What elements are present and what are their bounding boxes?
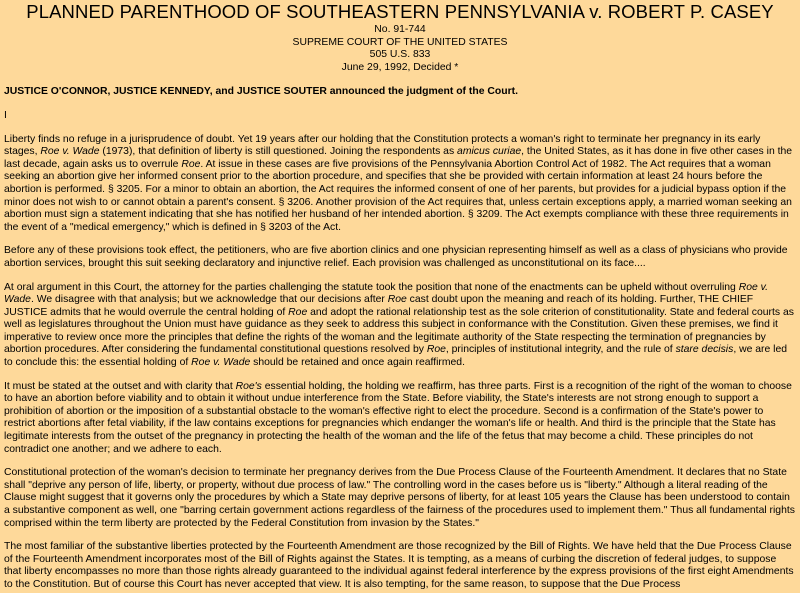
decision-date: June 29, 1992, Decided * [341, 61, 459, 73]
paragraph-6: The most familiar of the substantive liberties protected by the Fourteenth Amendment are those recognized by the Bill of Rights. We have held that the Due Process Clause of the Fourteenth Amendment incorporates most of the Bill of Rights against the States. It is tempting, as a means of curbing the discretion of federal judges, to suppose that liberty encompasses no more than those rights already guaranteed to the individual against federal interference by the express provisions of the first eight Amendments to the Constitution. But of course this Court has never accepted that view. It is also tempting, for the same reason, to suppose that the Due Process [4, 541, 794, 590]
paragraph-5: Constitutional protection of the woman's decision to terminate her pregnancy derives from the Due Process Clause of the Fourteenth Amendment. It declares that no State shall "deprive any person of life, liberty, or property, without due process of law." The controlling word in the cases before us is "liberty." Although a literal reading of the Clause might suggest that it governs only the procedures by which a State may deprive persons of liberty, for at least 105 years the Clause has been understood to contain a substantive component as well, one "barring certain government actions regardless of the fairness of the procedures used to implement them." Thus all fundamental rights comprised within the term liberty are protected by the Federal Constitution from invasion by the States." [4, 467, 795, 529]
court-name: SUPREME COURT OF THE UNITED STATES [292, 36, 508, 48]
case-meta [4, 24, 796, 74]
announcement: JUSTICE O'CONNOR, JUSTICE KENNEDY, and JUSTICE SOUTER announced the judgment of the Court. [4, 86, 518, 98]
paragraph-1: Liberty finds no refuge in a jurisprudence of doubt. Yet 19 years after our holding that the Constitution protects a woman's right to terminate her pregnancy in its early stages, Roe v. Wade (1973), that definition of liberty is still questioned. Joining the respondents as amicus curiae, the United States, as it has done in five other cases in the last decade, again asks us to overrule Roe. At issue in these cases are five provisions of the Pennsylvania Abortion Control Act of 1982. The Act requires that a woman seeking an abortion give her informed consent prior to the abortion procedure, and specifies that she be provided with certain information at least 24 hours before the abortion is performed. § 3205. For a minor to obtain an abortion, the Act requires the informed consent of one of her parents, but provides for a judicial bypass option if the minor does not wish to or cannot obtain a parent's consent. § 3206. Another provision of the Act requires that, unless certain exceptions apply, a married woman seeking an abortion must sign a statement indicating that she has notified her husband of her intended abortion. § 3209. The Act exempts compliance with these three requirements in the event of a "medical emergency," which is defined in § 3203 of the Act. [4, 133, 793, 233]
paragraph-3: At oral argument in this Court, the attorney for the parties challenging the statute took the position that none of the enactments can be upheld without overruling Roe v. Wade. We disagree with that analysis; but we acknowledge that our decisions after Roe cast doubt upon the meaning and reach of its holding. Further, THE CHIEF JUSTICE admits that he would overrule the central holding of Roe and adopt the rational relationship test as the sole criterion of constitutionality. State and federal courts as well as legislatures throughout the Union must have guidance as they seek to address this subject in conformance with the Constitution. Given these premises, we find it imperative to review once more the principles that define the rights of the woman and the legitimate authority of the State respecting the termination of pregnancies by abortion procedures. After considering the fundamental constitutional questions resolved by Roe, principles of institutional integrity, and the rule of stare decisis, we are led to conclude this: the essential holding of Roe v. Wade should be retained and once again reaffirmed. [4, 281, 794, 369]
part-marker: I [4, 109, 7, 121]
paragraph-4: It must be stated at the outset and with clarity that Roe's essential holding, the holding we reaffirm, has three parts. First is a recognition of the right of the woman to choose to have an abortion before viability and to obtain it without undue interference from the State. Before viability, the State's interests are not strong enough to support a prohibition of abortion or the imposition of a substantial obstacle to the woman's effective right to elect the procedure. Second is a confirmation of the State's power to restrict abortions after fetal viability, if the law contains exceptions for pregnancies which endanger the woman's life or health. And third is the principle that the State has legitimate interests from the outset of the pregnancy in protecting the health of the woman and the life of the fetus that may become a child. These principles do not contradict one another; and we adhere to each. [4, 380, 792, 455]
paragraph-2: Before any of these provisions took effect, the petitioners, who are five abortion clinics and one physician representing himself as well as a class of physicians who provide abortion services, brought this suit seeking declaratory and injunctive relief. Each provision was challenged as unconstitutional on its face.... [4, 245, 788, 269]
citation: 505 U.S. 833 [369, 49, 431, 61]
docket-number: No. 91-744 [374, 24, 426, 35]
case-title: PLANNED PARENTHOOD OF SOUTHEASTERN PENNSYLVANIA v. ROBERT P. CASEY [26, 1, 774, 22]
